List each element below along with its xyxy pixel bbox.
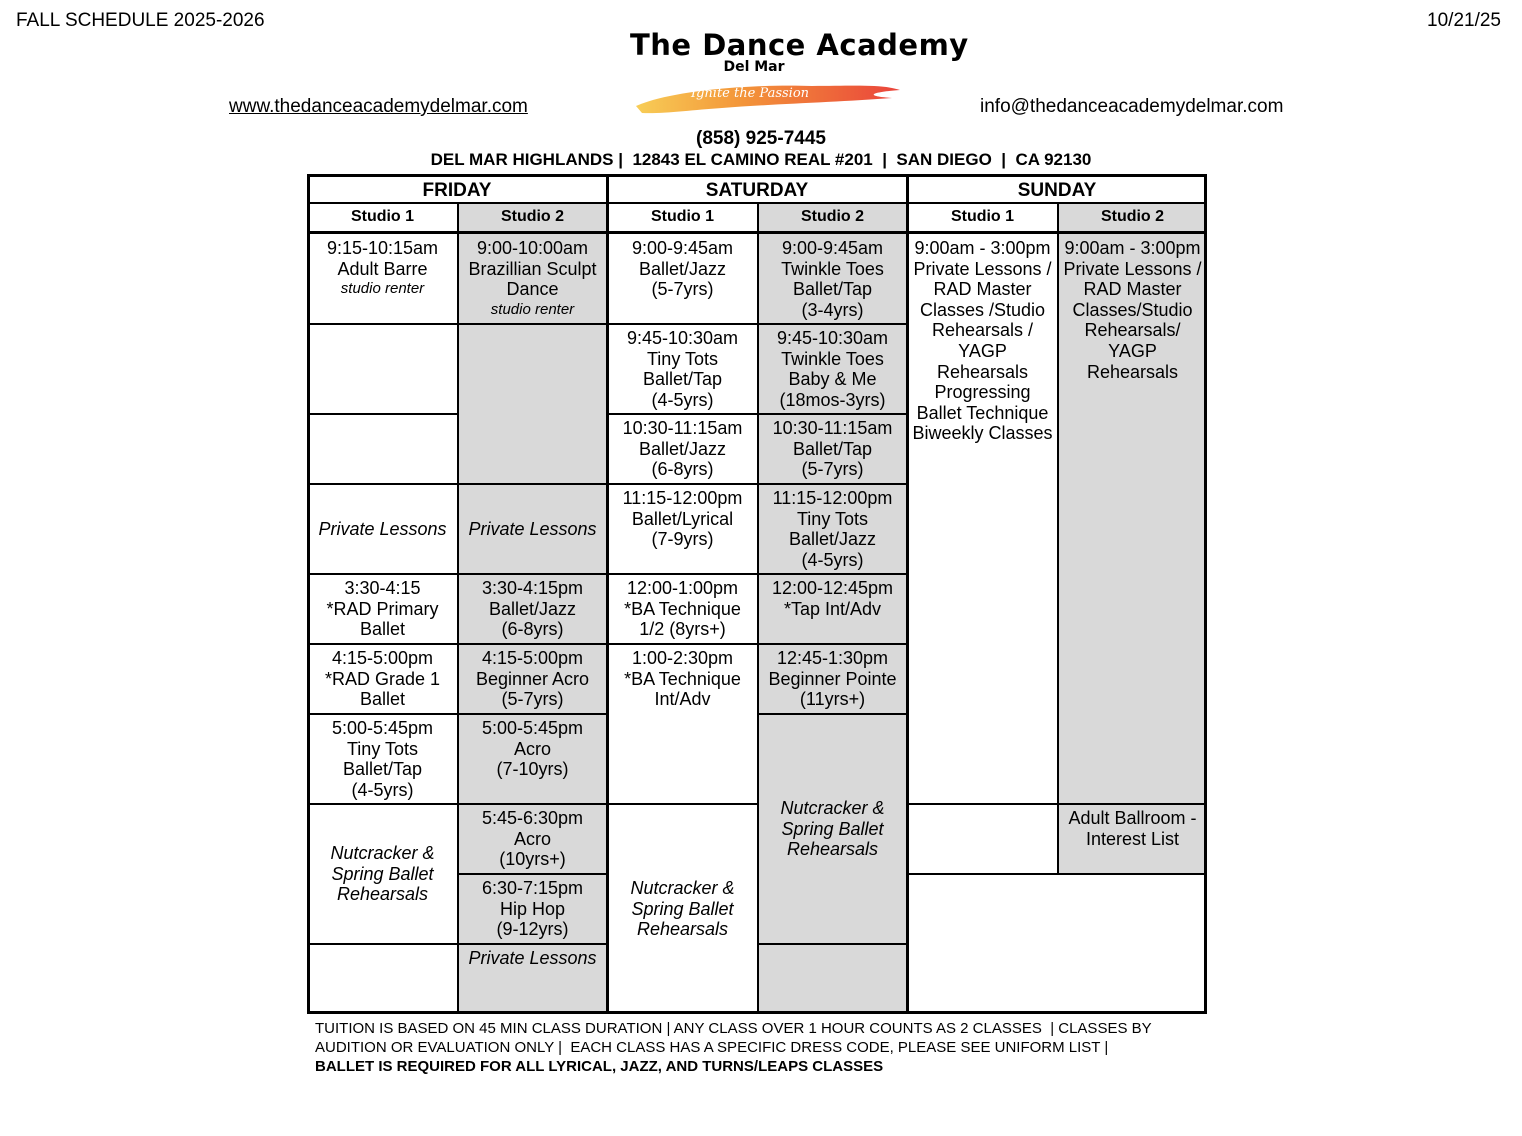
row-rule [607, 323, 758, 325]
row-rule [307, 713, 458, 715]
row-rule [458, 323, 607, 325]
row-rule [307, 413, 458, 415]
studio-separator [1057, 202, 1059, 874]
row-rule [607, 643, 758, 645]
friday-s1-private-lessons: Private Lessons [318, 518, 447, 539]
row-rule [458, 483, 607, 485]
saturday-studio1-header: Studio 1 [650, 208, 715, 225]
saturday-s1-ba-technique-int: 1:00-2:30pm *BA Technique Int/Adv [624, 648, 741, 710]
saturday-s1-rehearsals: Nutcracker & Spring Ballet Rehearsals [630, 878, 735, 940]
sunday-s2-adult-ballroom: Adult Ballroom - Interest List [1068, 808, 1197, 849]
address: DEL MAR HIGHLANDS | 12843 EL CAMINO REAL #201 | SAN DIEGO | CA 92130 [430, 150, 1092, 169]
schedule-table [307, 174, 1207, 1014]
row-rule [307, 483, 458, 485]
logo-name: The Dance Academy [630, 28, 969, 62]
note-line-3: BALLET IS REQUIRED FOR ALL LYRICAL, JAZZ, AND TURNS/LEAPS CLASSES [315, 1058, 884, 1075]
friday-s2-acro-7-10: 5:00-5:45pm Acro (7-10yrs) [481, 718, 584, 780]
phone-number: (858) 925-7445 [696, 128, 826, 149]
row-rule [758, 943, 907, 945]
sunday-s2-private-lessons: 9:00am - 3:00pm Private Lessons / RAD Master Classes/Studio Rehearsals/ YAGP Rehearsals [1063, 238, 1202, 382]
row-rule [758, 713, 907, 715]
row-rule [607, 573, 758, 575]
row-rule [607, 803, 758, 805]
saturday-s1-ballet-jazz-6-8: 10:30-11:15am Ballet/Jazz (6-8yrs) [622, 418, 743, 480]
row-rule [307, 643, 458, 645]
saturday-studio2-header: Studio 2 [758, 203, 907, 231]
border-right [1204, 174, 1207, 1014]
border-top [307, 174, 1207, 177]
row-rule [758, 483, 907, 485]
border-left [307, 174, 310, 1014]
day-saturday: SATURDAY [705, 180, 809, 201]
row-rule [307, 803, 458, 805]
logo-sub: Del Mar [723, 59, 785, 75]
saturday-s2-tap-int-adv: 12:00-12:45pm *Tap Int/Adv [771, 578, 894, 619]
friday-s2-hip-hop: 6:30-7:15pm Hip Hop (9-12yrs) [481, 878, 584, 940]
friday-s1-rad-grade1: 4:15-5:00pm *RAD Grade 1 Ballet [324, 648, 441, 710]
row-rule [907, 803, 1207, 805]
friday-s2-private-lessons: Private Lessons [468, 518, 597, 539]
row-rule [307, 323, 458, 325]
row-rule [458, 573, 607, 575]
note-line-1: TUITION IS BASED ON 45 MIN CLASS DURATION | ANY CLASS OVER 1 HOUR COUNTS AS 2 CLASSES | CLASSES BY [315, 1020, 1152, 1037]
day-friday: FRIDAY [422, 180, 492, 201]
friday-s2-private-lessons-2: Private Lessons [468, 948, 597, 968]
sunday-s1-private-lessons: 9:00am - 3:00pm Private Lessons / RAD Master Classes /Studio Rehearsals / YAGP Rehearsals Progressing Ballet Technique Biweekly Classes [912, 238, 1053, 444]
day-separator [906, 174, 909, 1014]
day-sunday: SUNDAY [1017, 180, 1097, 201]
row-rule [307, 943, 458, 945]
friday-studio2-header: Studio 2 [458, 203, 607, 231]
row-rule [458, 713, 607, 715]
saturday-s2-twinkle-toes: 9:00-9:45am Twinkle Toes Ballet/Tap (3-4yrs) [781, 238, 884, 320]
saturday-s2-tiny-tots-jazz: 11:15-12:00pm Tiny Tots Ballet/Jazz (4-5yrs) [772, 488, 893, 570]
note-line-2: AUDITION OR EVALUATION ONLY | EACH CLASS HAS A SPECIFIC DRESS CODE, PLEASE SEE UNIFORM LIST | [315, 1039, 1109, 1056]
row-rule [758, 413, 907, 415]
row-rule [607, 413, 758, 415]
friday-s1-rehearsals: Nutcracker & Spring Ballet Rehearsals [330, 843, 435, 905]
email-address[interactable]: info@thedanceacademydelmar.com [980, 96, 1284, 117]
saturday-s1-ballet-jazz-5-7: 9:00-9:45am Ballet/Jazz (5-7yrs) [631, 238, 734, 300]
row-rule [307, 573, 458, 575]
friday-studio1-header: Studio 1 [350, 208, 415, 225]
row-rule [907, 873, 1207, 875]
row-rule [758, 323, 907, 325]
saturday-s2-baby-and-me: 9:45-10:30am Twinkle Toes Baby & Me (18mos-3yrs) [776, 328, 889, 410]
saturday-s2-ballet-tap: 10:30-11:15am Ballet/Tap (5-7yrs) [772, 418, 893, 480]
saturday-s1-ba-technique-12: 12:00-1:00pm *BA Technique 1/2 (8yrs+) [624, 578, 741, 640]
day-separator [606, 174, 609, 1014]
saturday-s2-rehearsals: Nutcracker & Spring Ballet Rehearsals [780, 798, 885, 860]
friday-s1-adult-barre: 9:15-10:15am Adult Barre studio renter [326, 238, 439, 298]
schedule-title: FALL SCHEDULE 2025-2026 [16, 10, 265, 31]
friday-s1-rad-primary: 3:30-4:15 *RAD Primary Ballet [326, 578, 439, 640]
sunday-studio1-header: Studio 1 [950, 208, 1015, 225]
friday-s1-tiny-tots: 5:00-5:45pm Tiny Tots Ballet/Tap (4-5yrs) [331, 718, 434, 800]
row-rule [607, 483, 758, 485]
row-rule [458, 873, 607, 875]
friday-s2-acro-10plus: 5:45-6:30pm Acro (10yrs+) [481, 808, 584, 870]
academy-logo [630, 28, 969, 118]
friday-s2-beginner-acro: 4:15-5:00pm Beginner Acro (5-7yrs) [475, 648, 590, 710]
website-link[interactable]: www.thedanceacademydelmar.com [229, 96, 528, 117]
saturday-s2-beginner-pointe: 12:45-1:30pm Beginner Pointe (11yrs+) [768, 648, 897, 710]
row-rule [758, 643, 907, 645]
friday-s2-brazilian-sculpt: 9:00-10:00am Brazillian Sculpt Dance studio renter [468, 238, 597, 318]
logo-tagline: Ignite the Passion [690, 86, 810, 101]
saturday-s1-ballet-lyrical: 11:15-12:00pm Ballet/Lyrical (7-9yrs) [622, 488, 743, 550]
sunday-studio2-header: Studio 2 [1058, 203, 1207, 231]
saturday-s1-tiny-tots: 9:45-10:30am Tiny Tots Ballet/Tap (4-5yrs) [626, 328, 739, 410]
row-rule [458, 643, 607, 645]
row-rule [758, 573, 907, 575]
schedule-date: 10/21/25 [1427, 10, 1501, 31]
row-rule [458, 803, 607, 805]
row-rule [458, 943, 607, 945]
tuition-notes [315, 1019, 1215, 1076]
friday-s2-ballet-jazz: 3:30-4:15pm Ballet/Jazz (6-8yrs) [481, 578, 584, 640]
